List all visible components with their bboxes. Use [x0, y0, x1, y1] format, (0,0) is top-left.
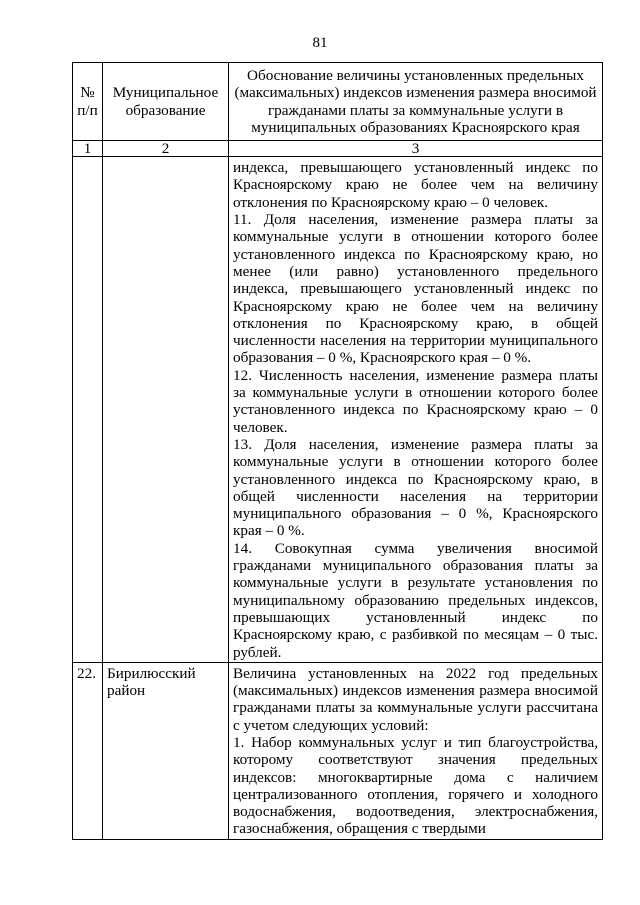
paragraph: 12. Численность населения, изменение размера платы за коммунальные услуги в отношении которого более установленного индекса по Красноярскому краю – 0 человек. [233, 366, 598, 436]
row-justification [229, 157, 603, 663]
paragraph: Величина установленных на 2022 год предельных (максимальных) индексов изменения размера вносимой гражданами платы за коммунальные услуги рассчитана с учетом следующих условий: [233, 664, 598, 734]
table-row [73, 662, 603, 839]
table-header-row [73, 63, 603, 141]
row-municipality [103, 157, 229, 663]
header-number: № п/п [73, 63, 103, 141]
column-number-2: 2 [103, 141, 229, 157]
justification-table [72, 62, 603, 840]
paragraph: 1. Набор коммунальных услуг и тип благоустройства, которому соответствуют значения предельных индексов: многоквартирные дома с наличием централизованного отопления, горячего и холодного водоснабжения, водоотведения, электроснабжения, газоснабжения, обращения с твердыми [233, 733, 598, 838]
column-number-3: 3 [229, 141, 603, 157]
row-number: 22. [73, 662, 103, 839]
row-number [73, 157, 103, 663]
column-numbers-row [73, 141, 603, 157]
column-number-1: 1 [73, 141, 103, 157]
paragraph: 13. Доля населения, изменение размера платы за коммунальные услуги в отношении которого более установленного индекса по Красноярскому краю, в общей численности населения на территории муниципального образования – 0 %, Красноярского края – 0 %. [233, 435, 598, 540]
paragraph: 14. Совокупная сумма увеличения вносимой гражданами муниципального образования платы за коммунальные услуги в результате установления по муниципальному образованию предельных индексов, превышающих установленный индекс по Красноярскому краю, с разбивкой по месяцам – 0 тыс. рублей. [233, 539, 598, 661]
header-municipality: Муниципальное образование [103, 63, 229, 141]
paragraph: 11. Доля населения, изменение размера платы за коммунальные услуги в отношении которого более установленного индекса по Красноярскому краю, но менее (или равно) установленного предельного индекса, превышающего установленный индекс по Красноярскому краю не более чем на величину отклонения по Красноярскому краю, в общей численности населения на территории муниципального образования – 0 %, Красноярского края – 0 %. [233, 211, 598, 367]
paragraph: индекса, превышающего установленный индекс по Красноярскому краю не более чем на величину отклонения по Красноярскому краю – 0 человек. [233, 159, 598, 211]
page-number: 81 [312, 35, 328, 51]
header-justification: Обоснование величины установленных предельных (максимальных) индексов изменения размера вносимой гражданами платы за коммунальные услуги в муниципальных образованиях Красноярского края [229, 63, 603, 141]
table-row [73, 157, 603, 663]
row-municipality: Бирилюсский район [103, 662, 229, 839]
row-justification [229, 662, 603, 839]
